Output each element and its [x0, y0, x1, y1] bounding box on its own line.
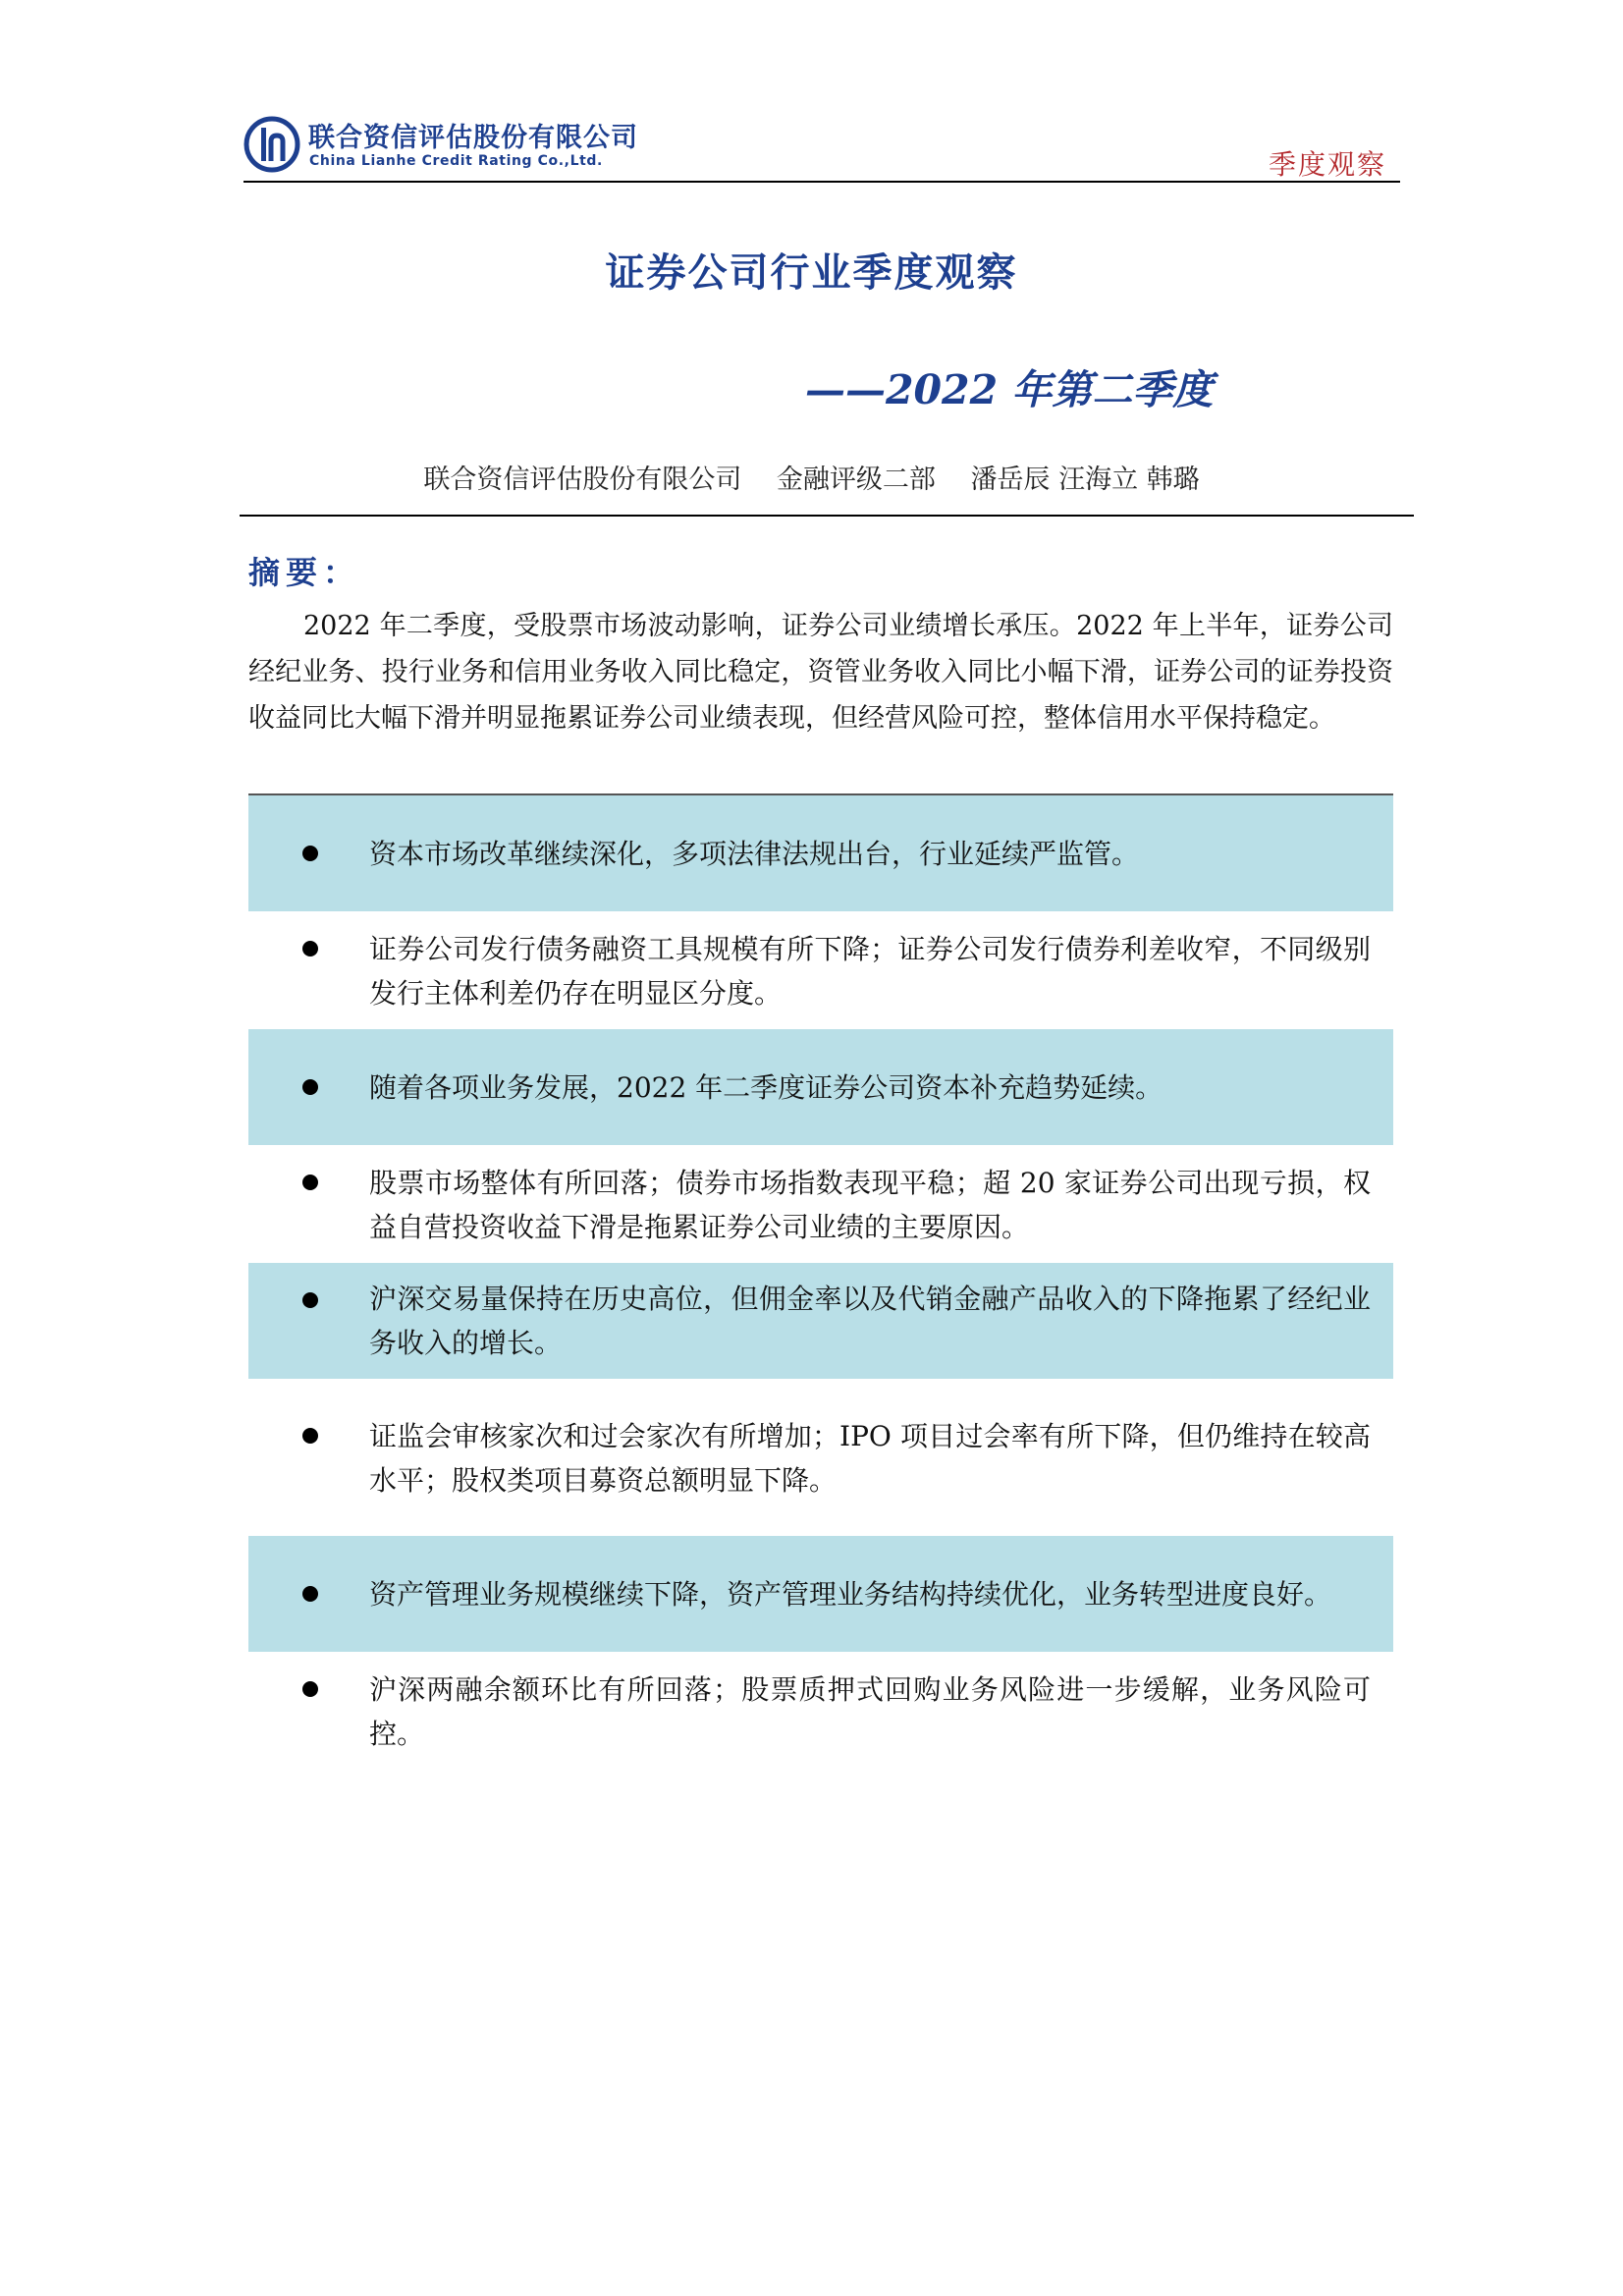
bullet-dot-icon [302, 846, 318, 861]
key-point-text: 股票市场整体有所回落；债券市场指数表现平稳；超 20 家证券公司出现亏损，权益自营投资收益下滑是拖累证券公司业绩的主要原因。 [369, 1167, 1371, 1243]
report-type-tag: 季度观察 [1268, 148, 1386, 181]
key-point-item [248, 1379, 1393, 1536]
company-logo-icon [243, 116, 300, 173]
bullet-dot-icon [302, 1428, 318, 1444]
key-point-text: 证监会审核家次和过会家次有所增加；IPO 项目过会率有所下降，但仍维持在较高水平；股权类项目募资总额明显下降。 [369, 1420, 1371, 1497]
key-point-text: 随着各项业务发展，2022 年二季度证券公司资本补充趋势延续。 [369, 1071, 1163, 1104]
bullet-dot-icon [302, 1586, 318, 1602]
company-name-cn: 联合资信评估股份有限公司 [308, 123, 638, 153]
abstract-paragraph: 2022 年二季度，受股票市场波动影响，证券公司业绩增长承压。2022 年上半年，证券公司经纪业务、投行业务和信用业务收入同比稳定，资管业务收入同比小幅下滑，证券公司的证券投资收益同比大幅下滑并明显拖累证券公司业绩表现，但经营风险可控，整体信用水平保持稳定。 [248, 611, 1393, 734]
company-name-en: China Lianhe Credit Rating Co.,Ltd. [309, 153, 603, 169]
bullet-dot-icon [302, 941, 318, 957]
bullet-dot-icon [302, 1175, 318, 1190]
key-point-item [248, 1029, 1393, 1145]
key-point-item [248, 1145, 1393, 1263]
key-point-item [248, 1263, 1393, 1379]
page-title: 证券公司行业季度观察 [605, 250, 1018, 296]
key-point-item [248, 1652, 1393, 1770]
key-point-text: 资产管理业务规模继续下降，资产管理业务结构持续优化，业务转型进度良好。 [369, 1578, 1332, 1611]
authors-divider [240, 515, 1414, 517]
key-point-text: 证券公司发行债务融资工具规模有所下降；证券公司发行债券利差收窄，不同级别发行主体利差仍存在明显区分度。 [369, 933, 1371, 1010]
key-point-item [248, 795, 1393, 911]
bullet-dot-icon [302, 1292, 318, 1308]
page-header [243, 110, 1400, 183]
abstract-heading: 摘要： [248, 554, 361, 591]
key-point-text: 沪深两融余额环比有所回落；股票质押式回购业务风险进一步缓解，业务风险可控。 [369, 1673, 1371, 1750]
key-point-item [248, 1536, 1393, 1652]
key-point-item [248, 911, 1393, 1029]
header-divider [243, 181, 1400, 183]
bullet-dot-icon [302, 1681, 318, 1697]
key-point-text: 资本市场改革继续深化，多项法律法规出台，行业延续严监管。 [369, 838, 1140, 870]
page-subtitle: ——2022 年第二季度 [805, 366, 1214, 413]
authors-line: 联合资信评估股份有限公司 金融评级二部 潘岳辰 汪海立 韩璐 [423, 465, 1200, 495]
bullet-dot-icon [302, 1079, 318, 1095]
key-point-text: 沪深交易量保持在历史高位，但佣金率以及代销金融产品收入的下降拖累了经纪业务收入的增长。 [369, 1283, 1371, 1359]
